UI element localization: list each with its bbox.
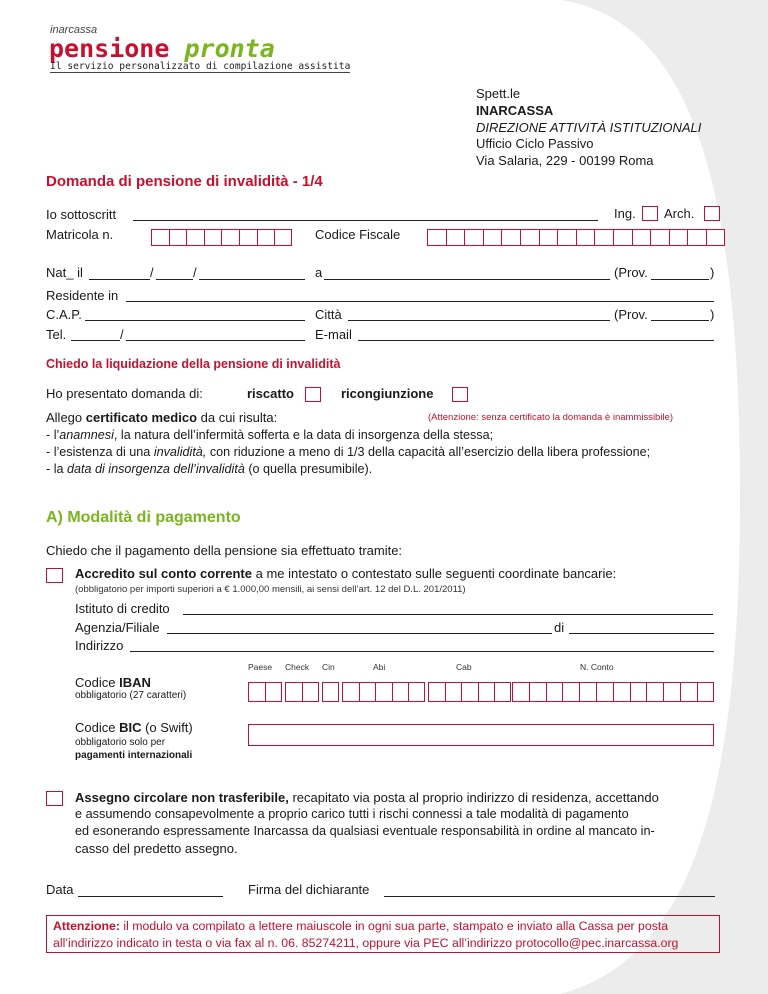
item1-a: - l’ [46, 428, 60, 442]
cheque-line-2: e assumendo consapevolmente a proprio carico tutti i rischi connessi a tale modalità di pagamento [75, 807, 629, 821]
item2-b: invalidità, [153, 445, 207, 459]
iban-label-pre: Codice [75, 675, 120, 690]
ing-checkbox[interactable] [642, 206, 658, 221]
city-field[interactable] [348, 320, 610, 321]
logo-brand-small: inarcassa [50, 24, 98, 36]
payment-heading: A) Modalità di pagamento [46, 509, 241, 526]
allego-post: da cui risulta: [197, 410, 278, 425]
email-field[interactable] [358, 340, 714, 341]
iban-abi-cells[interactable] [342, 682, 425, 702]
cheque-text [75, 789, 659, 857]
iban-header-cab: Cab [456, 662, 472, 672]
bic-label-bold: BIC [119, 720, 142, 735]
page-title: Domanda di pensione di invalidità - 1/4 [46, 173, 323, 190]
notice-line-2: all’indirizzo indicato in testa o via fax al n. 06. 85274211, oppure via PEC all’indirizzo protocollo@pec.inarcassa.org [53, 936, 679, 950]
matricola-label: Matricola n. [46, 227, 114, 242]
residence-label: Residente in [46, 288, 119, 303]
birth-month-field[interactable] [156, 279, 193, 280]
riscatto-checkbox[interactable] [305, 387, 321, 402]
istituto-field[interactable] [183, 614, 713, 615]
recipient-line2: INARCASSA [476, 102, 554, 118]
ing-label: Ing. [614, 206, 636, 221]
iban-label-bold: IBAN [119, 675, 151, 690]
requirement-item-2 [46, 445, 650, 459]
arch-checkbox[interactable] [704, 206, 720, 221]
bic-field[interactable] [248, 724, 714, 746]
bank-transfer-bold: Accredito sul conto corrente [75, 566, 252, 581]
bic-label-pre: Codice [75, 720, 120, 735]
recipient-line3: DIREZIONE ATTIVITÀ ISTITUZIONALI [476, 119, 702, 135]
item1-b: anamnesi [59, 428, 114, 442]
iban-check-cells[interactable] [285, 682, 319, 702]
allego-pre: Allego [46, 410, 86, 425]
slash-2: / [193, 265, 197, 280]
ricongiunzione-checkbox[interactable] [452, 387, 468, 402]
item2-c: con riduzione a meno di 1/3 della capacità all’esercizio della libera professione; [206, 445, 651, 459]
residence-field[interactable] [126, 301, 714, 302]
recipient-line5: Via Salaria, 229 - 00199 Roma [476, 153, 654, 169]
iban-label [75, 675, 151, 690]
indirizzo-field[interactable] [130, 651, 714, 652]
cheque-line-3: ed esonerando espressamente Inarcassa da qualsiasi eventuale responsabilità in ordine al mancato in- [75, 824, 655, 838]
iban-paese-cells[interactable] [248, 682, 282, 702]
birth-day-field[interactable] [89, 279, 150, 280]
cap-label: C.A.P. [46, 307, 82, 322]
tel-prefix-field[interactable] [71, 340, 120, 341]
bic-note-1: obbligatorio solo per [75, 737, 166, 748]
cheque-checkbox[interactable] [46, 791, 63, 806]
bank-transfer-rest: a me intestato o contestato sulle seguenti coordinate bancarie: [251, 566, 617, 581]
iban-header-check: Check [285, 662, 310, 672]
codice-fiscale-label: Codice Fiscale [315, 227, 401, 242]
birth-year-field[interactable] [199, 279, 305, 280]
prov-close-1: ) [710, 265, 715, 280]
bank-transfer-note: (obbligatorio per importi superiori a € 1.000,00 mensili, ai sensi dell’art. 12 del D.L. 201/2011) [75, 584, 466, 595]
ricongiunzione-label: ricongiunzione [341, 386, 434, 401]
city-label: Città [315, 307, 342, 322]
cheque-l1: recapitato via posta al proprio indirizzo di residenza, accettando [288, 790, 659, 805]
slash-1: / [150, 265, 154, 280]
allego-text [46, 410, 277, 425]
signature-label: Firma del dichiarante [248, 882, 370, 897]
allego-bold: certificato medico [85, 410, 198, 425]
notice-l1: il modulo va compilato a lettere maiuscole in ogni sua parte, stampato e inviato alla Cassa per posta [119, 919, 669, 933]
signature-field[interactable] [384, 896, 715, 897]
codice-fiscale-cells[interactable] [427, 229, 725, 246]
cheque-bold: Assegno circolare non trasferibile, [75, 790, 289, 805]
agenzia-label: Agenzia/Filiale [75, 620, 160, 635]
recipient-block [476, 86, 701, 170]
presented-label: Ho presentato domanda di: [46, 386, 203, 401]
iban-cab-cells[interactable] [428, 682, 511, 702]
istituto-label: Istituto di credito [75, 601, 170, 616]
iban-header-abi: Abi [373, 662, 386, 672]
item3-a: - la [46, 462, 67, 476]
cap-field[interactable] [85, 320, 305, 321]
notice-box [46, 915, 720, 953]
certificate-warning: (Attenzione: senza certificato la domanda è inammissibile) [428, 412, 674, 423]
date-field[interactable] [78, 896, 223, 897]
prov-field-1[interactable] [651, 279, 709, 280]
riscatto-label: riscatto [247, 386, 294, 401]
agenzia-field[interactable] [167, 633, 552, 634]
liquidation-heading: Chiedo la liquidazione della pensione di invalidità [46, 357, 341, 371]
recipient-line4: Ufficio Ciclo Passivo [476, 136, 594, 152]
email-label: E-mail [315, 327, 352, 342]
recipient-line1: Spett.le [476, 86, 521, 101]
cheque-line-4: casso del predetto assegno. [75, 841, 238, 856]
item3-c: (o quella presumibile). [244, 462, 373, 476]
birthplace-label: a [315, 265, 323, 280]
iban-header-paese: Paese [248, 662, 273, 672]
arch-label: Arch. [664, 206, 695, 221]
tel-slash: / [120, 327, 124, 342]
notice-line-1 [53, 918, 713, 935]
sottoscritt-label: Io sottoscritt [46, 207, 117, 222]
logo-brand-main-b: pronta [184, 34, 275, 63]
iban-cin-cells[interactable] [322, 682, 339, 702]
requirement-item-1 [46, 428, 493, 442]
prov-label-1: (Prov. [614, 265, 648, 280]
bank-transfer-checkbox[interactable] [46, 568, 63, 583]
bic-label [75, 720, 193, 735]
sottoscritt-field[interactable] [133, 220, 598, 221]
prov-label-2: (Prov. [614, 307, 648, 322]
item2-a: - l’esistenza di una [46, 445, 154, 459]
agenzia-di-label: di [554, 620, 565, 635]
matricola-cells[interactable] [151, 229, 292, 246]
logo-brand-main [49, 34, 275, 63]
item1-c: , la natura dell’infermità sofferta e la data di insorgenza della stessa; [113, 428, 494, 442]
bic-label-post: (o Swift) [141, 720, 193, 735]
iban-conto-cells[interactable] [512, 682, 714, 702]
agenzia-city-field[interactable] [569, 633, 714, 634]
item3-b: data di insorgenza dell’invalidità [67, 462, 245, 476]
prov-close-2: ) [710, 307, 715, 322]
bank-transfer-label [75, 566, 616, 581]
indirizzo-label: Indirizzo [75, 638, 124, 653]
tel-number-field[interactable] [126, 340, 305, 341]
iban-note: obbligatorio (27 caratteri) [75, 690, 187, 701]
requirement-item-3 [46, 462, 372, 476]
bic-note-2: pagamenti internazionali [75, 750, 193, 761]
birth-date-label: Nat_ il [46, 265, 83, 280]
date-label: Data [46, 882, 74, 897]
logo-brand-main-a: pensione [49, 34, 185, 63]
logo-tagline: Il servizio personalizzato di compilazione assistita [50, 61, 351, 72]
tel-label: Tel. [46, 327, 67, 342]
birthplace-field[interactable] [324, 279, 610, 280]
notice-bold: Attenzione: [53, 919, 120, 933]
prov-field-2[interactable] [651, 320, 709, 321]
iban-header-cin: Cin [322, 662, 335, 672]
iban-header-conto: N. Conto [580, 662, 614, 672]
cheque-line-1 [75, 789, 659, 806]
payment-intro: Chiedo che il pagamento della pensione sia effettuato tramite: [46, 543, 403, 558]
